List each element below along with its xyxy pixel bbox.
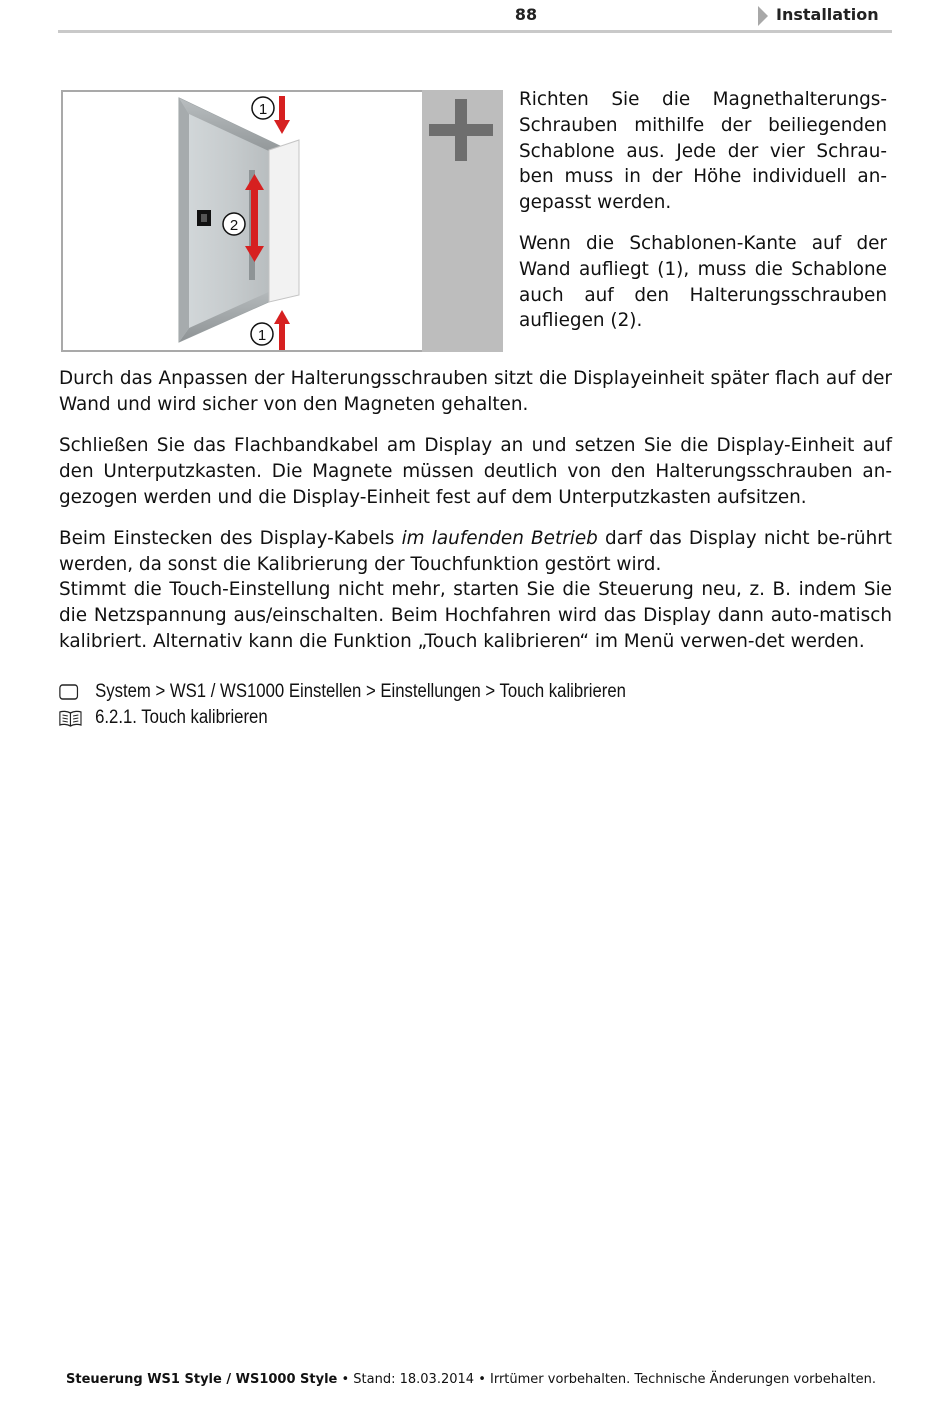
live-plugging-text-1: Beim Einstecken des Display-Kabels [59, 528, 402, 549]
callout-middle [223, 213, 245, 235]
footer-product: Steuerung WS1 Style / WS1000 Style [66, 1372, 338, 1387]
page-header [58, 0, 892, 33]
screen-icon [59, 684, 78, 700]
paragraph-ribbon-cable: Schließen Sie das Flachbandkabel am Display an und setzen Sie die Display-Einheit auf den Unterputzkasten. Die Magnete müssen deutlich von den Halterungsschrauben an-gezogen werden und die Display-Einheit fest auf dem Unterputzkasten aufsitzen. [59, 435, 892, 508]
manual-section-reference [59, 707, 675, 731]
footer-bullet-1: • [337, 1372, 354, 1387]
footer-disclaimer: Irrtümer vorbehalten. Technische Änderungen vorbehalten. [490, 1372, 877, 1387]
callout-top-label: 1 [258, 101, 268, 118]
footer-stand: Stand: 18.03.2014 [353, 1372, 475, 1387]
menu-path-reference [59, 681, 675, 705]
installation-illustration [61, 90, 503, 352]
paragraph-template-edge: Wenn die Schablonen-Kante auf der Wand aufliegt (1), muss die Schablone auch auf den Halterungsschrauben aufliegen (2). [519, 233, 887, 332]
manual-section-text: 6.2.1. Touch kalibrieren [95, 707, 268, 728]
callout-middle-label: 2 [229, 217, 239, 234]
live-plugging-emphasis: im laufenden Betrieb [401, 528, 598, 549]
callout-bottom-label: 1 [257, 327, 267, 344]
paragraph-flat-mounting: Durch das Anpassen der Halterungsschrauben sitzt die Displayeinheit später flach auf der Wand und wird sicher von den Magneten gehalten. [59, 368, 892, 415]
book-icon [59, 710, 82, 727]
section-marker-icon [758, 6, 768, 26]
callout-bottom [251, 323, 273, 345]
footer-bullet-2: • [474, 1372, 490, 1387]
paragraph-align-screws: Richten Sie die Magnethalterungs-Schrauben mithilfe der beiliegenden Schablone aus. Jede der vier Schrau-ben muss in der Höhe individuell an-gepasst werden. [519, 89, 887, 214]
paragraph-touch-calibration: Stimmt die Touch-Einstellung nicht mehr, starten Sie die Steuerung neu, z. B. indem Sie die Netzspannung aus/einschalten. Beim Hochfahren wird das Display dann auto-matisch kalibriert. Alternativ kann die Funktion „Touch kalibrieren“ im Menü verwen-det werden. [59, 579, 892, 652]
page-number: 88 [514, 5, 538, 24]
paragraph-live-plugging [59, 526, 892, 578]
menu-path-text: System > WS1 / WS1000 Einstellen > Einstellungen > Touch kalibrieren [95, 681, 626, 702]
installation-figure [61, 90, 503, 352]
section-title: Installation [776, 5, 879, 24]
page-footer [66, 1372, 896, 1387]
callout-top [252, 97, 274, 119]
template-sheet [269, 140, 299, 302]
live-plugging-text-2: darf das Display nicht be-rührt werden, da sonst die Kalibrierung der Touchfunktion gestört wird. [59, 528, 893, 575]
